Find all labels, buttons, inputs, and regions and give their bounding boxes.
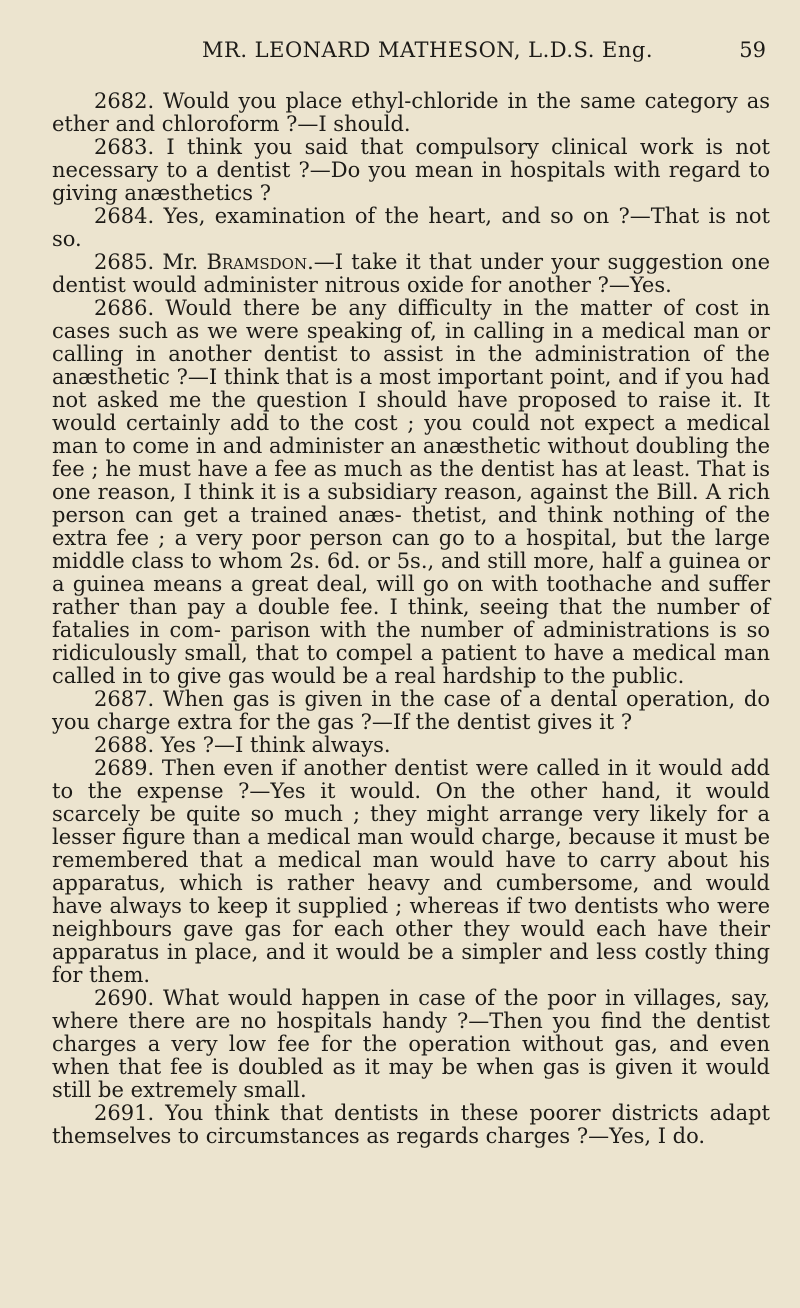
question-2682: 2682. Would you place ethyl-chloride in the same category as ether and chloroform ?—I should. (52, 89, 770, 136)
question-2684: 2684. Yes, examination of the heart, and so on ?—That is not so. (52, 204, 770, 251)
page-number: 59 (739, 38, 766, 62)
running-head: MR. LEONARD MATHESON, L.D.S. Eng. (202, 38, 654, 62)
question-2689: 2689. Then even if another dentist were called in it would add to the expense ?—Yes it would. On the other hand, it would scarcely be quite so much ; they might arrange very likely for a lesser figure than a medical man would charge, because it must be remembered that a medical man would have to carry about his apparatus, which is rather heavy and cumbersome, and would have always to keep it supplied ; whereas if two dentists who were neighbours gave gas for each other they would each have their apparatus in place, and it would be a simpler and less costly thing for them. (52, 756, 770, 987)
question-2686: 2686. Would there be any difficulty in the matter of cost in cases such as we were speaking of, in calling in a medical man or calling in another dentist to assist in the administration of the anæsthetic ?—I think that is a most important point, and if you had not asked me the question I should have proposed to raise it. It would certainly add to the cost ; you could not expect a medical man to come in and administer an anæsthetic without doubling the fee ; he must have a fee as much as the dentist has at least. That is one reason, I think it is a subsidiary reason, against the Bill. A rich person can get a trained anæs- thetist, and think nothing of the extra fee ; a very poor person can go to a hospital, but the large middle class to whom 2s. 6d. or 5s., and still more, half a guinea or a guinea means a great deal, will go on with toothache and suffer rather than pay a double fee. I think, seeing that the number of fatalies in com- parison with the number of administrations is so ridiculously small, that to compel a patient to have a medical man called in to give gas would be a real hardship to the public. (52, 296, 770, 688)
testimony-body (52, 90, 770, 1148)
question-2683: 2683. I think you said that compulsory clinical work is not necessary to a dentist ?—Do you mean in hospitals with regard to giving anæsthetics ? (52, 135, 770, 205)
question-2691: 2691. You think that dentists in these poorer districts adapt themselves to circumstances as regards charges ?—Yes, I do. (52, 1101, 770, 1148)
question-2685-rest: .—I take it that under your suggestion one dentist would administer nitrous oxide for another ?—Yes. (52, 250, 770, 297)
question-2685 (52, 251, 770, 297)
question-2690: 2690. What would happen in case of the poor in villages, say, where there are no hospitals handy ?—Then you find the dentist charges a very low fee for the operation without gas, and even when that fee is doubled as it may be when gas is given it would still be extremely small. (52, 986, 770, 1102)
page-header (52, 38, 772, 70)
question-2685-lead: 2685. Mr. (94, 250, 207, 274)
question-2688: 2688. Yes ?—I think always. (94, 733, 391, 757)
question-2687: 2687. When gas is given in the case of a dental operation, do you charge extra for the gas ?—If the dentist gives it ? (52, 687, 770, 734)
speaker-name: Bramsdon (206, 250, 308, 274)
